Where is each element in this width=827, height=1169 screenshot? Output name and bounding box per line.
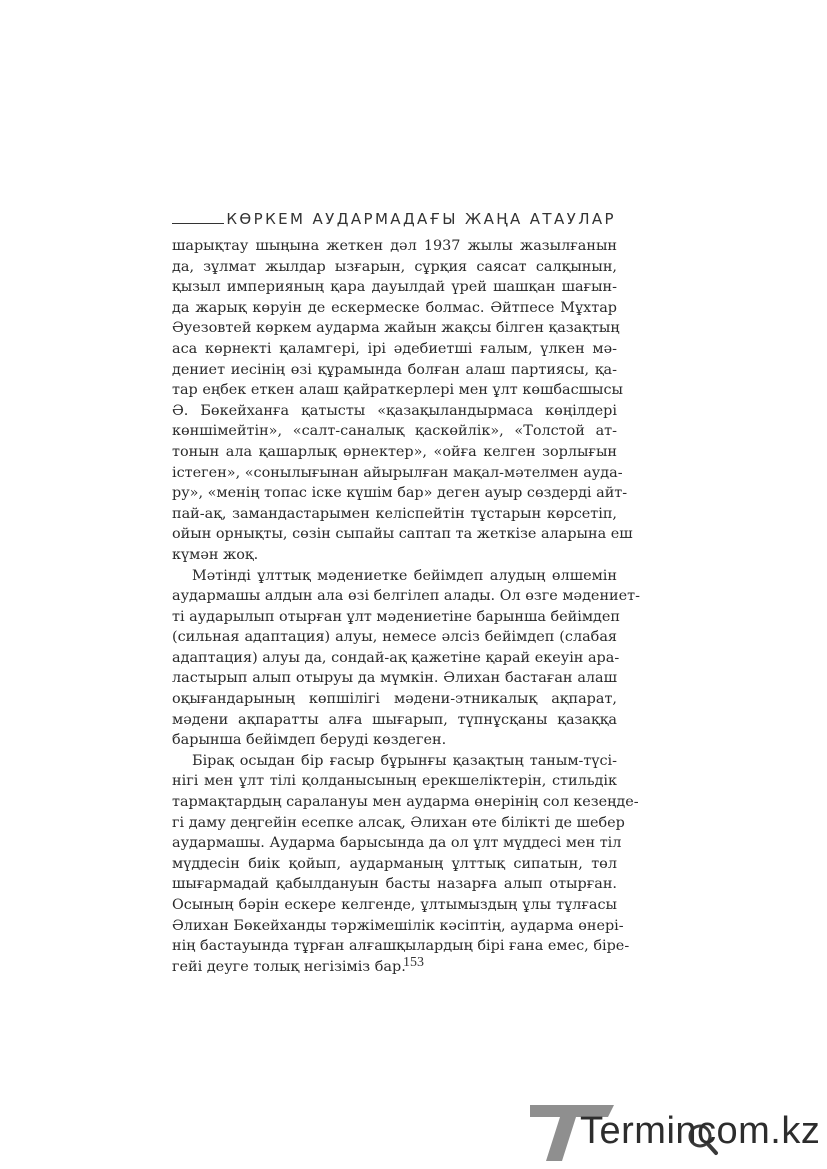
text-line: мәдени ақпаратты алға шығарып, түпнұсқаны қазаққа: [172, 711, 617, 728]
text-line: нігі мен ұлт тілі қолданысының ерекшеліктерін, стильдік: [172, 773, 617, 790]
text-line: істеген», «сонылығынан айырылған мақал-мәтелмен ауда-: [172, 464, 623, 481]
text-line: (сильная адаптация) алуы, немесе әлсіз бейімдеп (слабая: [172, 629, 617, 646]
text-line: шарықтау шыңына жеткен дәл 1937 жылы жазылғанын: [172, 238, 617, 254]
text-line: Бірақ осыдан бір ғасыр бұрынғы қазақтың таным-түсі-: [192, 752, 617, 769]
text-line: шығармадай қабылдануын басты назарға алып отырған.: [172, 876, 617, 893]
text-line: тонын ала қашарлық өрнектер», «ойға келген зорлығын: [172, 443, 617, 460]
page-body: [172, 236, 640, 977]
termincom-logo[interactable]: [530, 1103, 822, 1163]
text-line: нің бастауында тұрған алғашқылардың бірі ғана емес, біре-: [172, 938, 630, 955]
text-line: Мәтінді ұлттық мәдениетке бейімдеп алудың өлшемін: [192, 567, 617, 584]
text-line: көншімейтін», «салт-саналық қаскөйлік», «Толстой ат-: [172, 423, 617, 440]
text-line: аудармашы алдын ала өзі белгілеп алады. Ол өзге мәдениет-: [172, 588, 640, 605]
text-line: да, зұлмат жылдар ызғарын, сұрқия саясат салқынын,: [172, 258, 617, 275]
text-line: да жарық көруін де ескермеске болмас. Әйтпесе Мұхтар: [172, 299, 617, 316]
text-line: гі даму деңгейін есепке алсақ, Әлихан өте білікті де шебер: [172, 814, 625, 831]
paragraph: [172, 236, 633, 566]
text-line: ру», «менің топас іске күшім бар» деген ауыр сөздерді айт-: [172, 485, 628, 502]
text-line: қызыл империяның қара дауылдай үрей шашқан шағын-: [172, 279, 617, 296]
text-line: Осының бәрін ескере келгенде, ұлтымыздың ұлы тұлғасы: [172, 897, 617, 913]
text-line: тар еңбек еткен алаш қайраткерлері мен ұлт көшбасшысы: [172, 382, 624, 399]
paragraph: [172, 566, 640, 751]
logo-text: Termincom.kz: [580, 1110, 821, 1152]
text-line: барынша бейімдеп беруді көздеген.: [172, 732, 447, 749]
header-rule: [172, 223, 224, 224]
running-header: [172, 210, 616, 228]
text-line: ойын орнықты, сөзін сыпайы саптап та жеткізе аларына еш: [172, 526, 633, 543]
text-line: Әуезовтей көркем аударма жайын жақсы білген қазақтың: [172, 320, 620, 337]
text-line: мүддесін биік қойып, аударманың ұлттық сипатын, төл: [172, 855, 617, 872]
text-line: күмән жоқ.: [172, 546, 259, 563]
header-title: КӨРКЕМ АУДАРМАДАҒЫ ЖАҢА АТАУЛАР: [226, 210, 616, 228]
text-line: оқығандарының көпшілігі мәдени-этникалық ақпарат,: [172, 691, 617, 708]
text-line: Әлихан Бөкейханды тәржімешілік кәсіптің, аударма өнері-: [172, 917, 624, 934]
text-line: Ә. Бөкейханға қатысты «қазақыландырмаса көңілдері: [172, 402, 617, 419]
text-line: аса көрнекті қаламгері, ірі әдебиетші ғалым, үлкен мә-: [172, 340, 617, 357]
text-line: пай-ақ, замандастарымен келіспейтін тұстарын көрсетіп,: [172, 505, 617, 522]
text-line: ластырып алып отыруы да мүмкін. Әлихан бастаған алаш: [172, 670, 617, 687]
text-line: дениет иесінің өзі құрамында болған алаш партиясы, қа-: [172, 361, 617, 378]
text-line: адаптация) алуы да, сондай-ақ қажетіне қарай екеуін ара-: [172, 649, 620, 666]
text-line: тармақтардың саралануы мен аударма өнерінің сол кезеңде-: [172, 794, 639, 811]
page-number: 153: [403, 955, 424, 970]
paragraph: [172, 751, 639, 978]
text-line: гейі деуге толық негізіміз бар.: [172, 958, 406, 975]
text-line: ті аударылып отырған ұлт мәдениетіне барынша бейімдеп: [172, 608, 621, 625]
text-line: аудармашы. Аударма барысында да ол ұлт мүддесі мен тіл: [172, 835, 622, 852]
